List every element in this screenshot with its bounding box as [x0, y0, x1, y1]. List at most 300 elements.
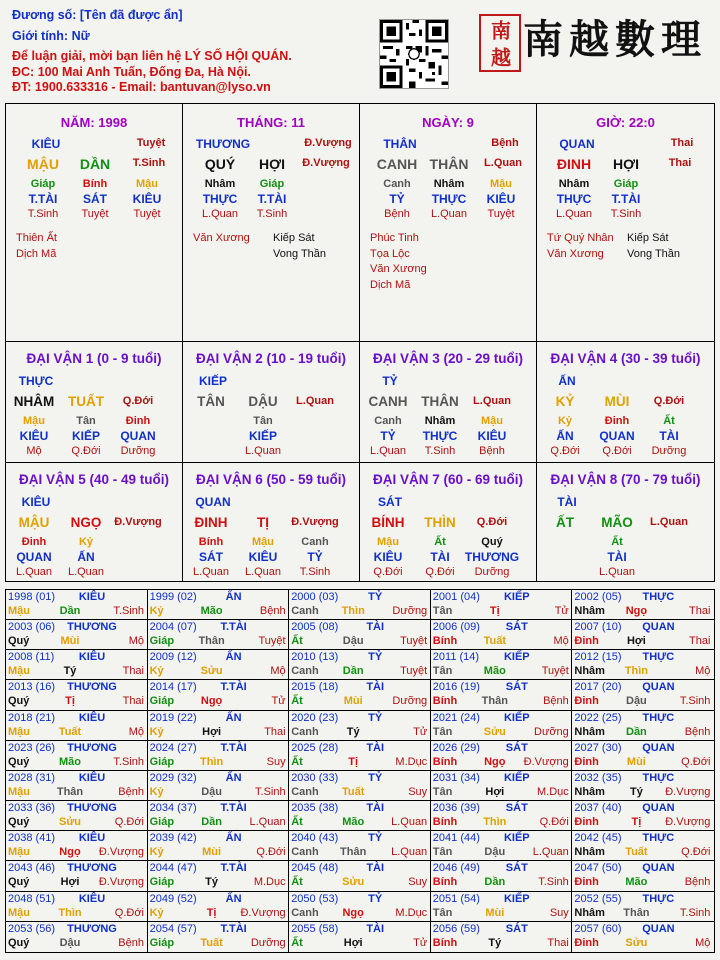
year-branch: Tý: [488, 936, 502, 949]
year-branch: Dần: [484, 876, 506, 889]
year-cell: [572, 771, 714, 801]
hidden-god: KIÊU: [132, 192, 162, 206]
year-stage: Suy: [408, 876, 428, 889]
hidden-stem: Ất: [434, 536, 446, 548]
pillar-stage: Đ.Vượng: [304, 137, 352, 149]
star-left: Dịch Mã: [370, 278, 411, 291]
earthly-branch: HỢI: [259, 156, 285, 172]
hidden-god: QUAN: [16, 550, 52, 564]
year-stem: Kỷ: [149, 846, 164, 859]
year-stage: Mộ: [270, 665, 286, 678]
year-stage: T.Sinh: [679, 906, 711, 919]
year-god: TỶ: [368, 771, 383, 784]
year-stage: Bệnh: [684, 876, 711, 889]
year-god: KIẾP: [503, 832, 530, 845]
hidden-stage: Q.Đới: [373, 566, 403, 578]
year-cell: [6, 711, 148, 741]
star-left: Văn Xương: [370, 263, 427, 275]
year-cell: [289, 771, 431, 801]
year-stem: Canh: [291, 605, 319, 617]
year-label: 2012 (15): [574, 651, 622, 664]
year-god: TỶ: [368, 591, 383, 603]
year-label: 2005 (08): [291, 621, 339, 634]
hidden-stem: Mậu: [252, 536, 274, 548]
year-god: KIẾP: [503, 651, 530, 664]
year-cell: [148, 711, 290, 741]
year-stem: Bính: [432, 695, 458, 708]
hidden-stem: Đinh: [125, 415, 151, 427]
year-god: SÁT: [505, 922, 528, 935]
year-stage: T.Sinh: [113, 605, 144, 617]
dai-van-8: [537, 463, 714, 581]
year-branch: Thân: [481, 695, 508, 708]
heavenly-stem: NHÂM: [13, 394, 55, 409]
year-cell: [6, 620, 148, 650]
year-label: 1998 (01): [8, 591, 56, 603]
dai-van-god: QUAN: [195, 495, 231, 509]
hidden-stem: Kỷ: [557, 415, 573, 427]
hidden-stage: L.Quan: [244, 566, 282, 578]
hidden-stem: Nhâm: [424, 415, 456, 427]
star-left: Thiên Ất: [16, 232, 57, 244]
year-label: 2042 (45): [574, 832, 622, 845]
year-stem: Đinh: [574, 635, 599, 648]
star-left: Dịch Mã: [16, 247, 57, 260]
year-cell: [572, 861, 714, 891]
hidden-god: THỰC: [422, 429, 458, 443]
year-branch: Thìn: [58, 906, 82, 919]
year-stem: Ất: [291, 876, 303, 889]
year-cell: [431, 771, 573, 801]
year-stage: Bệnh: [118, 785, 144, 798]
hidden-god: SÁT: [83, 192, 107, 206]
pillar-month: [183, 104, 360, 341]
year-stem: Nhâm: [574, 665, 605, 678]
year-cell: [431, 741, 573, 771]
year-branch: Thìn: [624, 665, 648, 678]
hidden-stage: Tuyệt: [487, 208, 515, 220]
year-stem: Quý: [8, 755, 30, 768]
hidden-god: THỰC: [556, 192, 592, 206]
year-stem: Tân: [432, 665, 453, 678]
year-stem: Tân: [432, 605, 453, 617]
header: [0, 0, 720, 100]
hidden-stem: Mậu: [490, 178, 512, 190]
year-stem: Đinh: [574, 876, 599, 889]
heavenly-stem: KỶ: [555, 394, 575, 409]
hidden-stage: L.Quan: [244, 445, 282, 457]
year-god: THỰC: [642, 591, 675, 603]
year-branch: Thân: [623, 906, 650, 919]
year-god: ẤN: [225, 711, 242, 724]
year-branch: Tuất: [58, 725, 82, 738]
year-stem: Quý: [8, 936, 30, 949]
year-god: KIẾP: [503, 892, 530, 905]
year-god: T.TÀI: [220, 621, 247, 634]
year-stage: Q.Đới: [681, 846, 711, 859]
year-branch: Mão: [342, 816, 365, 829]
pillar-ten-god: THƯƠNG: [195, 137, 251, 151]
year-branch: Thìn: [483, 816, 507, 829]
dai-van-title: ĐẠI VẬN 3 (20 - 29 tuổi): [372, 351, 524, 366]
year-god: TỶ: [368, 892, 383, 905]
year-stem: Canh: [291, 785, 319, 798]
year-label: 2021 (24): [432, 711, 480, 724]
hidden-stage: L.Quan: [555, 208, 593, 220]
year-branch: Ngọ: [59, 846, 81, 859]
year-god: THƯƠNG: [67, 621, 117, 634]
year-stage: M.Dục: [395, 755, 428, 768]
year-branch: Sửu: [58, 816, 82, 829]
year-stem: Ất: [291, 635, 303, 648]
hidden-stage: Q.Đới: [71, 445, 101, 457]
year-god: THƯƠNG: [67, 741, 117, 754]
year-branch: Dậu: [626, 695, 647, 708]
dai-van-god: TÀI: [557, 495, 577, 509]
heavenly-stem: ĐINH: [556, 156, 592, 172]
pillar-ten-god: QUAN: [559, 137, 595, 151]
year-branch: Hợi: [343, 936, 363, 949]
year-god: SÁT: [505, 862, 528, 875]
year-stem: Mậu: [8, 906, 30, 919]
hidden-god: KIÊU: [248, 550, 278, 564]
year-cell: [148, 801, 290, 831]
dai-van-stage: Q.Đới: [122, 395, 154, 407]
dai-van-title: ĐẠI VẬN 6 (50 - 59 tuổi): [195, 472, 347, 487]
year-stem: Bính: [432, 635, 458, 648]
year-stem: Tân: [432, 785, 453, 798]
year-branch: Thân: [56, 785, 84, 798]
dai-van-title: ĐẠI VẬN 8 (70 - 79 tuổi): [550, 472, 701, 487]
year-label: 2018 (21): [8, 711, 56, 724]
year-label: 2002 (05): [574, 591, 622, 603]
year-label: 1999 (02): [149, 591, 197, 603]
heavenly-stem: ĐINH: [194, 515, 228, 530]
hidden-stem: Nhâm: [558, 178, 590, 190]
year-stem: Nhâm: [574, 605, 605, 617]
pillar-year: [6, 104, 183, 341]
year-god: ẤN: [225, 651, 242, 664]
year-cell: [431, 801, 573, 831]
star-right: Vong Thần: [273, 247, 327, 260]
pillar-stage: Thai: [670, 137, 694, 149]
year-god: KIẾP: [503, 591, 530, 603]
year-cell: [289, 892, 431, 922]
year-cell: [148, 620, 290, 650]
year-stage: Dưỡng: [250, 936, 286, 949]
year-god: ẤN: [225, 591, 242, 603]
year-branch: Tị: [348, 755, 359, 768]
hidden-stem: Bính: [82, 178, 108, 190]
year-cell: [289, 650, 431, 680]
year-label: 2029 (32): [149, 771, 197, 784]
year-branch: Tuất: [625, 846, 648, 859]
year-label: 2040 (43): [291, 832, 339, 845]
hidden-god: QUAN: [599, 429, 635, 443]
hidden-god: KIÊU: [19, 429, 49, 443]
four-pillars: [5, 103, 715, 342]
year-stem: Quý: [8, 635, 30, 648]
year-stage: L.Quan: [391, 816, 428, 829]
year-stage: M.Dục: [395, 906, 428, 919]
dai-van-5: [6, 463, 183, 581]
year-cell: [6, 892, 148, 922]
year-stage: Suy: [549, 906, 569, 919]
year-stem: Nhâm: [574, 725, 605, 738]
year-stem: Tân: [432, 846, 453, 859]
year-stem: Giáp: [149, 936, 175, 949]
address-line: ĐC: 100 Mai Anh Tuấn, Đống Đa, Hà Nội.: [12, 65, 251, 79]
year-label: 2034 (37): [149, 802, 197, 815]
pillar-day: [360, 104, 537, 341]
year-label: 2004 (07): [149, 621, 197, 634]
star-left: Tứ Quý Nhân: [547, 232, 614, 244]
heavenly-stem: TÂN: [197, 394, 225, 409]
hidden-stem: Tân: [253, 415, 273, 427]
year-stage: Dưỡng: [392, 605, 428, 617]
year-cell: [148, 771, 290, 801]
hidden-stem: Mậu: [377, 536, 399, 548]
heavenly-stem: ẤT: [556, 515, 574, 530]
year-label: 2035 (38): [291, 802, 339, 815]
pillar-title: NGÀY: 9: [422, 115, 474, 130]
hidden-god: TÀI: [607, 550, 627, 564]
brand-logo: 南越數理: [523, 16, 707, 63]
year-stem: Quý: [8, 816, 30, 829]
year-label: 2049 (52): [149, 892, 197, 905]
pillar-title: NĂM: 1998: [60, 115, 128, 130]
hidden-stage: L.Quan: [201, 208, 239, 220]
year-cell: [572, 680, 714, 710]
year-stage: Q.Đới: [114, 816, 144, 829]
pillar-stage-2: Đ.Vượng: [302, 157, 350, 169]
heavenly-stem: CANH: [376, 156, 418, 172]
year-stem: Đinh: [574, 936, 599, 949]
hidden-god: ẤN: [77, 550, 95, 564]
year-cell: [6, 680, 148, 710]
year-label: 2003 (06): [8, 621, 56, 634]
year-god: THỰC: [642, 892, 675, 905]
earthly-branch: MÃO: [601, 515, 633, 530]
pillar-stage-2: L.Quan: [484, 157, 522, 169]
year-cell: [572, 801, 714, 831]
year-label: 2038 (41): [8, 832, 56, 845]
year-god: QUAN: [642, 922, 675, 935]
year-cell: [148, 892, 290, 922]
year-stem: Giáp: [149, 816, 175, 829]
year-stem: Mậu: [8, 605, 30, 617]
year-branch: Ngọ: [625, 605, 648, 617]
hidden-stage: T.Sinh: [424, 445, 456, 457]
earthly-branch: THÌN: [424, 515, 456, 530]
year-stem: Giáp: [149, 635, 175, 648]
year-branch: Ngọ: [200, 695, 223, 708]
year-stage: Thai: [264, 725, 286, 738]
hidden-stage: Dưỡng: [120, 445, 156, 457]
dai-van-god: KIẾP: [198, 374, 228, 388]
year-god: THỰC: [642, 771, 675, 784]
year-stage: Tử: [554, 605, 569, 617]
earthly-branch: DẬU: [248, 394, 278, 409]
hidden-god: THỰC: [202, 192, 238, 206]
year-stem: Tân: [432, 906, 453, 919]
year-branch: Thân: [198, 635, 225, 648]
year-cell: [572, 650, 714, 680]
year-cell: [148, 680, 290, 710]
year-god: TÀI: [366, 621, 385, 634]
year-cell: [289, 922, 431, 952]
qr-code-icon[interactable]: [379, 19, 449, 89]
year-god: QUAN: [642, 862, 675, 875]
earthly-branch: THÂN: [429, 156, 469, 172]
year-label: 2025 (28): [291, 741, 339, 754]
year-god: SÁT: [505, 741, 528, 754]
year-god: QUAN: [642, 802, 675, 815]
year-label: 2007 (10): [574, 621, 622, 634]
year-cell: [431, 892, 573, 922]
dai-van-title: ĐẠI VẬN 5 (40 - 49 tuổi): [18, 472, 170, 487]
year-label: 2031 (34): [432, 771, 480, 784]
star-right: Kiếp Sát: [627, 232, 669, 244]
year-stage: Đ.Vượng: [665, 816, 711, 829]
year-label: 2056 (59): [432, 922, 480, 935]
year-cell: [289, 620, 431, 650]
year-god: KIÊU: [78, 711, 106, 724]
hidden-god: KIẾP: [71, 429, 101, 443]
year-stem: Giáp: [149, 876, 175, 889]
year-cell: [6, 650, 148, 680]
year-label: 2044 (47): [149, 862, 197, 875]
year-stage: Đ.Vượng: [523, 755, 569, 768]
hidden-stage: Q.Đới: [602, 445, 632, 457]
hidden-stem: Giáp: [259, 178, 285, 190]
year-branch: Tị: [65, 695, 75, 708]
year-cell: [148, 922, 290, 952]
year-god: QUAN: [642, 681, 675, 694]
hidden-god: KIÊU: [373, 550, 403, 564]
year-stem: Canh: [291, 846, 319, 859]
year-label: 2028 (31): [8, 771, 56, 784]
year-label: 2039 (42): [149, 832, 197, 845]
year-god: SÁT: [505, 681, 528, 694]
year-stem: Mậu: [8, 725, 30, 738]
year-stem: Mậu: [8, 846, 30, 859]
year-god: TỶ: [368, 832, 383, 845]
year-god: THỰC: [642, 651, 675, 664]
year-cell: [148, 861, 290, 891]
year-stem: Nhâm: [574, 906, 605, 919]
year-cell: [6, 831, 148, 861]
dai-van-3: [360, 342, 537, 462]
heavenly-stem: QUÝ: [204, 156, 236, 172]
year-stage: Đ.Vượng: [98, 846, 144, 859]
year-stage: Q.Đới: [114, 906, 144, 919]
hidden-god: SÁT: [199, 550, 223, 564]
year-stage: Đ.Vượng: [240, 906, 286, 919]
year-branch: Sửu: [483, 725, 506, 738]
year-god: KIÊU: [78, 832, 106, 845]
hidden-stem: Mậu: [481, 415, 503, 427]
hidden-stem: Nhâm: [433, 178, 465, 190]
year-stage: Mộ: [695, 936, 711, 949]
year-god: TÀI: [366, 862, 385, 875]
year-stage: Mộ: [695, 665, 711, 678]
year-stage: Tử: [413, 936, 428, 949]
year-god: T.TÀI: [220, 681, 247, 694]
dai-van-title: ĐẠI VẬN 4 (30 - 39 tuổi): [550, 351, 701, 366]
year-cell: [431, 831, 573, 861]
star-right: Kiếp Sát: [273, 232, 315, 244]
year-branch: Dậu: [484, 846, 506, 859]
year-label: 2054 (57): [149, 922, 197, 935]
dai-van-stage: Đ.Vượng: [291, 516, 339, 528]
year-god: T.TÀI: [220, 802, 247, 815]
year-stem: Kỷ: [149, 906, 164, 919]
year-label: 2024 (27): [149, 741, 197, 754]
year-cell: [431, 590, 573, 620]
hidden-stem: Canh: [374, 415, 402, 427]
year-stage: Bệnh: [543, 695, 569, 708]
heavenly-stem: BÍNH: [371, 515, 405, 530]
pillar-stage-2: Thai: [668, 157, 692, 169]
hidden-stem: Ất: [663, 415, 675, 427]
year-branch: Hợi: [202, 725, 222, 738]
dai-van-stage: L.Quan: [296, 395, 334, 407]
year-cell: [431, 620, 573, 650]
star-left: Văn Xương: [547, 247, 604, 260]
dai-van-stage: Q.Đới: [653, 395, 685, 407]
year-branch: Dần: [342, 665, 364, 678]
year-cell: [431, 650, 573, 680]
year-stage: Q.Đới: [681, 755, 711, 768]
year-stage: Tuyệt: [258, 635, 286, 648]
hidden-god: THƯƠNG: [464, 550, 520, 564]
hidden-god: KIÊU: [486, 192, 516, 206]
dai-van-stage: Q.Đới: [476, 516, 508, 528]
year-cell: [6, 741, 148, 771]
dai-van-stage: L.Quan: [650, 516, 688, 528]
star-left: Phúc Tinh: [370, 232, 419, 244]
year-branch: Hợi: [485, 785, 505, 798]
year-branch: Mão: [200, 605, 223, 617]
hidden-stem: Đinh: [21, 536, 47, 548]
hidden-stage: Bệnh: [384, 208, 410, 220]
year-god: T.TÀI: [220, 922, 247, 935]
year-stage: Bệnh: [118, 936, 144, 949]
year-branch: Dậu: [342, 635, 364, 648]
year-stage: L.Quan: [391, 846, 428, 859]
hidden-god: THỰC: [431, 192, 467, 206]
dai-van-god: SÁT: [378, 495, 402, 509]
year-stem: Ất: [291, 816, 303, 829]
dai-van-god: KIÊU: [21, 495, 51, 509]
year-label: 2053 (56): [8, 922, 56, 935]
year-label: 2030 (33): [291, 771, 339, 784]
year-branch: Tị: [489, 605, 500, 617]
year-label: 2011 (14): [432, 651, 480, 664]
year-god: KIÊU: [78, 651, 106, 664]
year-cell: [289, 590, 431, 620]
year-branch: Thìn: [199, 755, 224, 768]
hidden-stem: Mậu: [23, 415, 45, 427]
heavenly-stem: MẬU: [27, 156, 59, 172]
year-cell: [6, 771, 148, 801]
year-god: THỰC: [642, 711, 675, 724]
year-cell: [148, 831, 290, 861]
hidden-stem: Mậu: [136, 178, 158, 190]
year-god: TỶ: [368, 711, 383, 724]
year-label: 2032 (35): [574, 771, 622, 784]
